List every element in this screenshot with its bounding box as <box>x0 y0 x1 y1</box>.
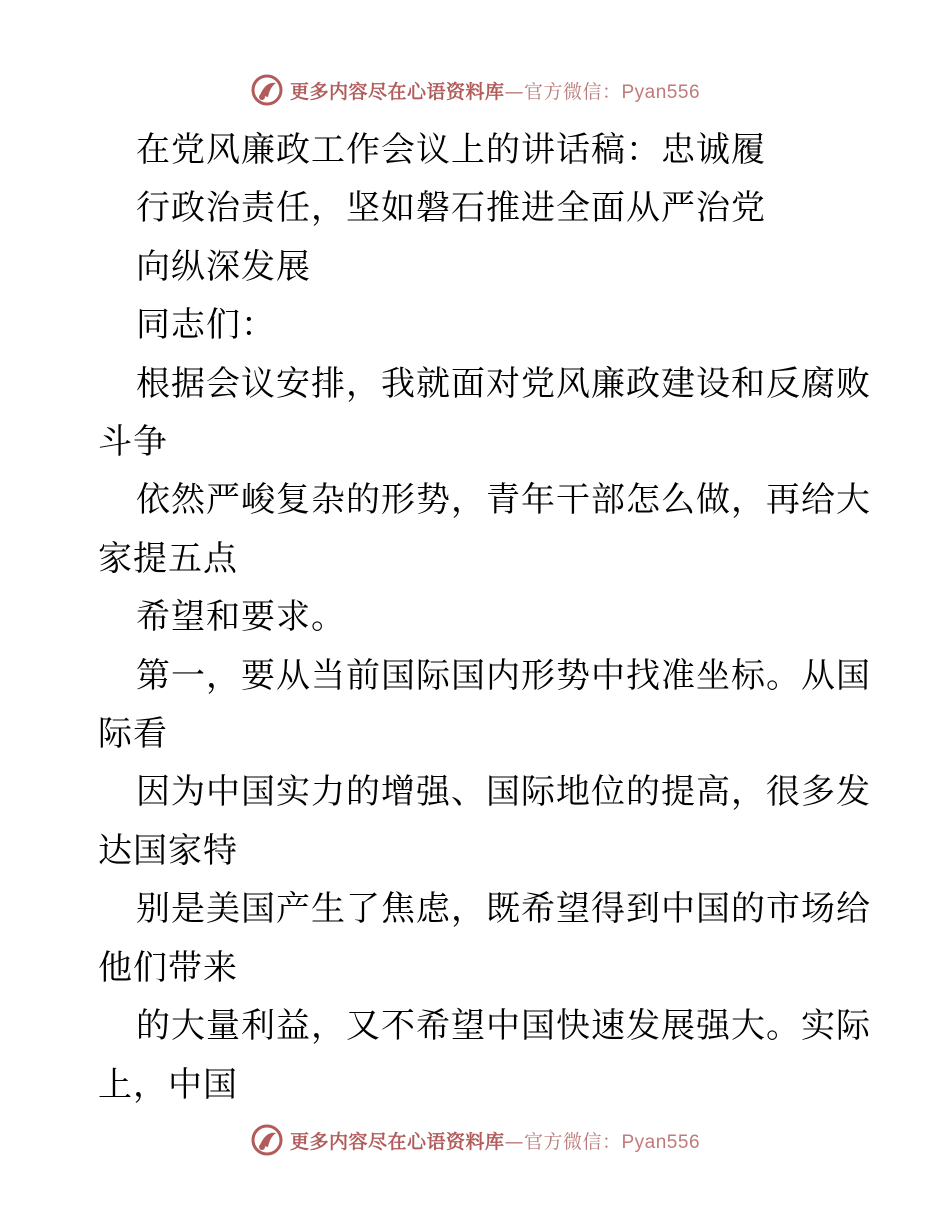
brand-logo-icon <box>250 1123 284 1157</box>
document-body <box>98 121 871 1114</box>
body-line: 他们带来 <box>98 947 238 988</box>
body-line: 家提五点 <box>98 538 238 579</box>
body-line: 希望和要求。 <box>136 597 346 638</box>
watermark-sub: —官方微信： <box>504 1130 622 1153</box>
body-line: 在党风廉政工作会议上的讲话稿：忠诚履 <box>136 130 766 170</box>
watermark-text <box>290 1127 700 1154</box>
header-watermark <box>0 70 950 110</box>
body-line: 的大量利益，又不希望中国快速发展强大。实际 <box>136 1006 871 1047</box>
brand-logo-icon <box>250 73 284 107</box>
body-line: 际看 <box>98 714 168 755</box>
watermark-id: Pyan556 <box>621 81 701 103</box>
watermark-text <box>290 77 700 104</box>
body-line: 向纵深发展 <box>136 246 311 287</box>
watermark-main: 更多内容尽在心语资料库 <box>289 80 505 103</box>
body-line: 行政治责任，坚如磐石推进全面从严治党 <box>136 188 766 229</box>
watermark-id: Pyan556 <box>621 1131 701 1153</box>
footer-watermark <box>0 1120 950 1160</box>
body-line: 达国家特 <box>98 830 238 871</box>
body-line: 别是美国产生了焦虑，既希望得到中国的市场给 <box>136 889 871 930</box>
body-line: 同志们： <box>136 305 276 346</box>
body-line: 斗争 <box>98 422 168 463</box>
watermark-main: 更多内容尽在心语资料库 <box>289 1130 505 1153</box>
watermark-sub: —官方微信： <box>504 80 622 103</box>
body-line: 上，中国 <box>98 1064 238 1105</box>
body-line: 依然严峻复杂的形势，青年干部怎么做，再给大 <box>136 480 871 521</box>
body-line: 因为中国实力的增强、国际地位的提高，很多发 <box>136 772 871 813</box>
body-line: 第一，要从当前国际国内形势中找准坐标。从国 <box>136 655 871 696</box>
body-line: 根据会议安排，我就面对党风廉政建设和反腐败 <box>136 363 871 404</box>
